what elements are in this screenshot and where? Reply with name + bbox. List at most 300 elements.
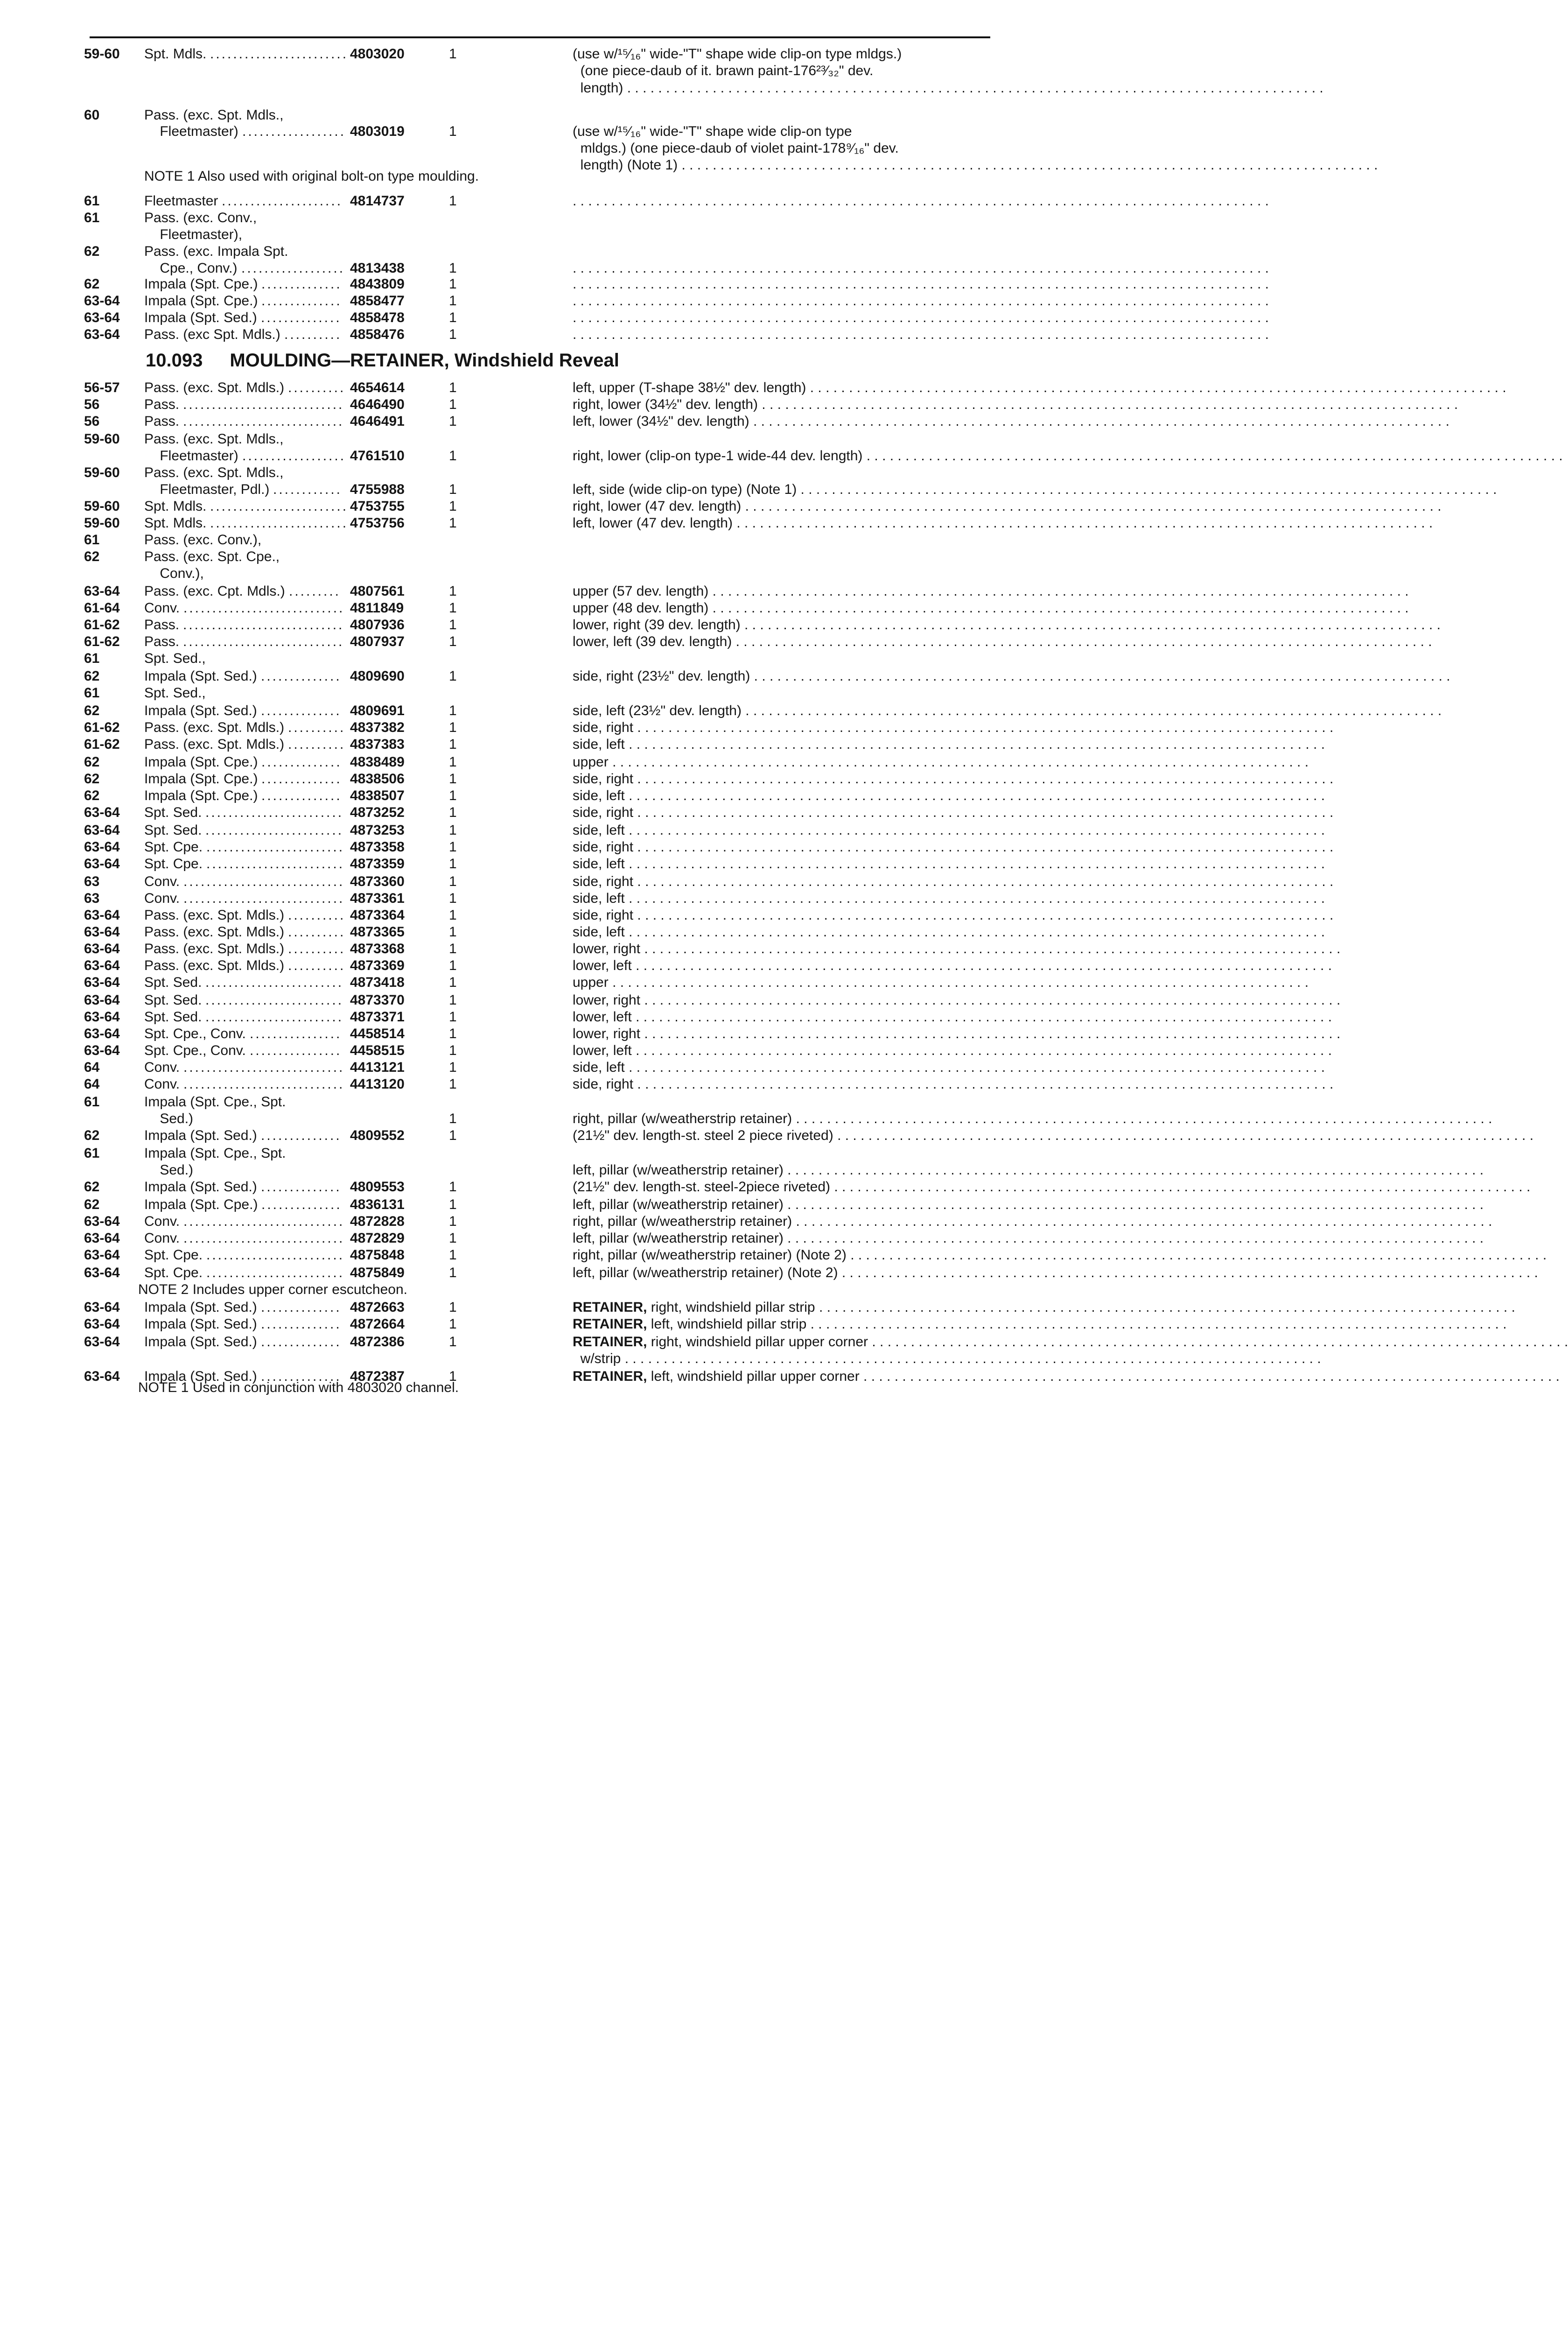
part-description [573, 1299, 1515, 1316]
model-year: 61-62 [84, 720, 120, 735]
dot-leader: ............................ [183, 891, 345, 906]
model-description: Pass. (exc. Spt. Mdls., [144, 431, 284, 447]
model-year: 59-60 [84, 515, 120, 531]
part-description [573, 156, 1378, 174]
description-text: side, left [573, 924, 625, 940]
dot-leader: .............. [261, 1334, 342, 1350]
model-description: Fleetmaster) [144, 124, 238, 139]
dot-leader: ..................... [222, 193, 343, 209]
quantity: 1 [449, 823, 457, 838]
description-text: upper (48 dev. length) [573, 600, 709, 616]
table-row [0, 753, 1309, 771]
model-description: Pass. (exc. Spt. Mlds.) [144, 958, 285, 973]
quantity: 1 [449, 584, 457, 599]
description-dot-leader: . . . . . . . . . . . . . . . . . . . . . . . . . . . . . . . . . . . . . . . . . . . . . . . . . . . . . . . . . . . . . . . . . . . . . . . . . . . . . . . . . . . . . . . . . . [624, 1060, 1325, 1075]
table-row [0, 1127, 1534, 1145]
dot-leader: .............. [261, 788, 342, 803]
model-description: Spt. Cpe., Conv. [144, 1026, 246, 1041]
description-text: lower, right (39 dev. length) [573, 617, 741, 633]
table-row [0, 650, 1180, 668]
table-row [0, 481, 1497, 499]
model-description: Conv. [144, 891, 180, 906]
description-text: left, pillar (w/weatherstrip retainer) (Note 2) [573, 1265, 838, 1280]
description-dot-leader: . . . . . . . . . . . . . . . . . . . . . . . . . . . . . . . . . . . . . . . . . . . . . . . . . . . . . . . . . . . . . . . . . . . . . . . . . . . . . . . . . . . . . . . . . . [783, 1197, 1484, 1212]
model-description: Impala (Spt. Cpe.) [144, 771, 258, 787]
model-year: 61 [84, 210, 100, 225]
part-number: 4807937 [350, 634, 405, 649]
model-year: 62 [84, 1197, 100, 1212]
dot-leader: ........................ [210, 46, 349, 62]
table-row [0, 890, 1325, 907]
description-dot-leader: . . . . . . . . . . . . . . . . . . . . . . . . . . . . . . . . . . . . . . . . . . . . . . . . . . . . . . . . . . . . . . . . . . . . . . . . . . . . . . . . . . . . . . . . . . [640, 992, 1341, 1008]
description-text: mldgs.) (one piece-daub of violet paint-178⁹⁄₁₆" dev. [573, 141, 899, 156]
model-year: 63-64 [84, 839, 120, 855]
part-number: 4843809 [350, 276, 405, 292]
model-description: Sed.) [144, 1162, 194, 1178]
description-text: right, lower (clip-on type-1 wide-44 dev. length) [573, 448, 863, 464]
model-description: Impala (Spt. Sed.) [144, 668, 257, 684]
description-dot-leader: . . . . . . . . . . . . . . . . . . . . . . . . . . . . . . . . . . . . . . . . . . . . . . . . . . . . . . . . . . . . . . . . . . . . . . . . . . . . . . . . . . . . . . . . . . [806, 380, 1506, 395]
dot-leader: .......... [288, 958, 346, 973]
dot-leader: ........................ [205, 1009, 344, 1025]
quantity: 1 [449, 448, 457, 464]
description-dot-leader: . . . . . . . . . . . . . . . . . . . . . . . . . . . . . . . . . . . . . . . . . . . . . . . . . . . . . . . . . . . . . . . . . . . . . . . . . . . . . . . . . . . . . . . . . . [740, 617, 1441, 633]
model-description: Pass. [144, 617, 180, 633]
model-description: Impala (Spt. Sed.) [144, 1179, 257, 1195]
part-description [573, 890, 1325, 907]
table-row [0, 838, 1334, 856]
part-number: 4458514 [350, 1026, 405, 1041]
description-dot-leader: . . . . . . . . . . . . . . . . . . . . . . . . . . . . . . . . . . . . . . . . . . . . . . . . . . . . . . . . . . . . . . . . . . . . . . . . . . . . . . . . . . . . . . . . . . [797, 482, 1497, 497]
description-dot-leader: . . . . . . . . . . . . . . . . . . . . . . . . . . . . . . . . . . . . . . . . . . . . . . . . . . . . . . . . . . . . . . . . . . . . . . . . . . . . . . . . . . . . . . . . . . [573, 193, 1269, 209]
part-number: 4872663 [350, 1300, 405, 1315]
model-year: 63-64 [84, 1009, 120, 1025]
dot-leader: ............................ [183, 1060, 345, 1075]
model-description: Pass. (exc. Spt. Mdls.) [144, 941, 285, 956]
part-number: 4837382 [350, 720, 405, 735]
part-number: 4761510 [350, 448, 405, 464]
table-row [0, 923, 1325, 941]
model-year: 63-64 [84, 823, 120, 838]
table-row [0, 275, 1269, 293]
description-dot-leader: . . . . . . . . . . . . . . . . . . . . . . . . . . . . . . . . . . . . . . . . . . . . . . . . . . . . . . . . . . . . . . . . . . . . . . . . . . . . . . . . . . . . . . . . . . [783, 1230, 1484, 1246]
part-number: 4753755 [350, 499, 405, 514]
dot-leader: ................ [250, 1026, 342, 1041]
description-text: side, right [573, 907, 634, 923]
dot-leader: ........................ [205, 975, 344, 990]
table-row [0, 684, 1180, 702]
table-row [0, 907, 1334, 924]
model-description: Spt. Mdls. [144, 499, 207, 514]
model-year: 61-64 [84, 600, 120, 616]
table-row [0, 599, 1409, 617]
part-description [573, 275, 1269, 293]
description-text: side, right [573, 839, 634, 855]
part-description [573, 1350, 1321, 1368]
description-dot-leader: . . . . . . . . . . . . . . . . . . . . . . . . . . . . . . . . . . . . . . . . . . . . . . . . . . . . . . . . . . . . . . . . . . . . . . . . . . . . . . . . . . . . . . . . . . [741, 499, 1442, 514]
part-number: 4872829 [350, 1230, 405, 1246]
part-description [573, 396, 1458, 414]
model-year: 62 [84, 276, 100, 292]
description-text: upper (57 dev. length) [573, 584, 709, 599]
table-row [0, 140, 1180, 157]
model-year: 63-64 [84, 1214, 120, 1229]
model-description: Spt. Sed., [144, 685, 206, 701]
quantity: 1 [449, 193, 457, 209]
dot-leader: .............. [261, 1197, 342, 1212]
table-row [0, 379, 1506, 397]
dot-leader: .............. [261, 1316, 342, 1332]
part-description [573, 583, 1409, 600]
model-description: Pass. (exc. Spt. Mdls.) [144, 720, 285, 735]
model-year: 63-64 [84, 327, 120, 342]
part-description [573, 1161, 1484, 1179]
model-description: Impala (Spt. Sed.) [144, 1316, 257, 1332]
description-text: (21½" dev. length-st. steel-2piece riveted) [573, 1179, 831, 1195]
part-description [573, 1333, 1568, 1351]
description-dot-leader: . . . . . . . . . . . . . . . . . . . . . . . . . . . . . . . . . . . . . . . . . . . . . . . . . . . . . . . . . . . . . . . . . . . . . . . . . . . . . . . . . . . . . . . . . . [846, 1247, 1547, 1263]
part-description [573, 379, 1506, 397]
table-row [0, 498, 1442, 515]
description-text: right, pillar (w/weatherstrip retainer) (Note 2) [573, 1247, 847, 1263]
model-description: Sed.) [144, 1111, 194, 1126]
part-number: 4646491 [350, 414, 405, 429]
description-dot-leader: . . . . . . . . . . . . . . . . . . . . . . . . . . . . . . . . . . . . . . . . . . . . . . . . . . . . . . . . . . . . . . . . . . . . . . . . . . . . . . . . . . . . . . . . . . [859, 1369, 1560, 1384]
description-text: (use w/¹⁵⁄₁₆" wide-"T" shape wide clip-on type mldgs.) [573, 46, 902, 62]
table-row [0, 1230, 1484, 1247]
part-number: 4873371 [350, 1009, 405, 1025]
description-text: lower, right [573, 1026, 641, 1041]
part-description [573, 633, 1432, 651]
table-row [0, 447, 1563, 465]
quantity: 1 [449, 1334, 457, 1350]
quantity: 1 [449, 941, 457, 956]
dot-leader: ............................ [183, 617, 344, 633]
dot-leader: ........................ [206, 856, 345, 872]
quantity: 1 [449, 397, 457, 412]
model-year: 56-57 [84, 380, 120, 395]
model-year: 62 [84, 668, 100, 684]
quantity: 1 [449, 310, 457, 325]
description-dot-leader: . . . . . . . . . . . . . . . . . . . . . . . . . . . . . . . . . . . . . . . . . . . . . . . . . . . . . . . . . . . . . . . . . . . . . . . . . . . . . . . . . . . . . . . . . . [633, 907, 1334, 923]
part-description [573, 192, 1269, 210]
dot-leader: .............. [261, 1369, 342, 1384]
model-year: 61 [84, 651, 100, 666]
model-description: Spt. Cpe. [144, 856, 203, 872]
part-number: 4809690 [350, 668, 405, 684]
quantity: 1 [449, 600, 457, 616]
description-dot-leader: . . . . . . . . . . . . . . . . . . . . . . . . . . . . . . . . . . . . . . . . . . . . . . . . . . . . . . . . . . . . . . . . . . . . . . . . . . . . . . . . . . . . . . . . . . [624, 737, 1325, 752]
dot-leader: .............. [261, 668, 342, 684]
model-description: Pass. (exc. Spt. Mdls.) [144, 924, 285, 940]
table-row [0, 514, 1433, 532]
part-number: 4873252 [350, 805, 405, 820]
part-description [573, 1264, 1538, 1282]
description-text: upper [573, 754, 609, 770]
model-year: 62 [84, 771, 100, 787]
description-dot-leader: . . . . . . . . . . . . . . . . . . . . . . . . . . . . . . . . . . . . . . . . . . . . . . . . . . . . . . . . . . . . . . . . . . . . . . . . . . . . . . . . . . . . . . . . . . [623, 80, 1323, 96]
description-dot-leader: . . . . . . . . . . . . . . . . . . . . . . . . . . . . . . . . . . . . . . . . . . . . . . . . . . . . . . . . . . . . . . . . . . . . . . . . . . . . . . . . . . . . . . . . . . [749, 414, 1449, 429]
table-row [0, 396, 1458, 414]
model-year: 63-64 [84, 1265, 120, 1280]
part-number: 4838506 [350, 771, 405, 787]
table-row [0, 957, 1332, 975]
dot-leader: .......... [288, 907, 346, 923]
table-row [0, 855, 1325, 873]
dot-leader: ............................ [183, 414, 344, 429]
part-description [573, 940, 1341, 958]
model-year: 62 [84, 1128, 100, 1143]
dot-leader: ........................ [205, 992, 344, 1008]
table-row [0, 787, 1325, 805]
part-number: 4858478 [350, 310, 405, 325]
model-description: Impala (Spt. Cpe.) [144, 788, 258, 803]
dot-leader: .............. [261, 310, 342, 325]
table-row [0, 45, 1180, 63]
part-description [573, 1315, 1507, 1333]
quantity: 1 [449, 276, 457, 292]
table-row [0, 822, 1325, 839]
part-number: 4646490 [350, 397, 405, 412]
part-description [573, 447, 1563, 465]
description-text: left, upper (T-shape 38½" dev. length) [573, 380, 806, 395]
part-description [573, 413, 1449, 430]
description-dot-leader: . . . . . . . . . . . . . . . . . . . . . . . . . . . . . . . . . . . . . . . . . . . . . . . . . . . . . . . . . . . . . . . . . . . . . . . . . . . . . . . . . . . . . . . . . . [631, 1043, 1332, 1058]
dot-leader: ......... [289, 584, 341, 599]
quantity: 1 [449, 754, 457, 770]
quantity: 1 [449, 1265, 457, 1280]
description-dot-leader: . . . . . . . . . . . . . . . . . . . . . . . . . . . . . . . . . . . . . . . . . . . . . . . . . . . . . . . . . . . . . . . . . . . . . . . . . . . . . . . . . . . . . . . . . . [631, 1009, 1332, 1025]
description-dot-leader: . . . . . . . . . . . . . . . . . . . . . . . . . . . . . . . . . . . . . . . . . . . . . . . . . . . . . . . . . . . . . . . . . . . . . . . . . . . . . . . . . . . . . . . . . . [708, 584, 1409, 599]
model-year: 61 [84, 685, 100, 701]
model-year: 63-64 [84, 1043, 120, 1058]
dot-leader: ............................ [183, 600, 345, 616]
dot-leader: .............. [261, 754, 342, 770]
description-dot-leader: . . . . . . . . . . . . . . . . . . . . . . . . . . . . . . . . . . . . . . . . . . . . . . . . . . . . . . . . . . . . . . . . . . . . . . . . . . . . . . . . . . . . . . . . . . [838, 1265, 1538, 1280]
table-row [0, 292, 1269, 310]
model-year: 63-64 [84, 924, 120, 940]
model-description: Impala (Spt. Sed.) [144, 310, 257, 325]
description-text: length) [573, 80, 623, 96]
model-year: 61-62 [84, 737, 120, 752]
quantity: 1 [449, 1214, 457, 1229]
dot-leader: ............................ [183, 1214, 345, 1229]
model-description: Spt. Sed. [144, 805, 202, 820]
table-row [0, 1110, 1492, 1128]
table-row [0, 633, 1432, 651]
table-row [0, 804, 1334, 822]
dot-leader: ........................ [206, 839, 345, 855]
section-heading [146, 349, 619, 372]
part-number: 4872386 [350, 1334, 405, 1350]
description-text: left, side (wide clip-on type) (Note 1) [573, 482, 797, 497]
model-year: 63-64 [84, 941, 120, 956]
table-row [0, 106, 1180, 124]
model-description: Cpe., Conv.) [144, 260, 238, 276]
description-text: lower, right [573, 941, 641, 956]
description-dot-leader: . . . . . . . . . . . . . . . . . . . . . . . . . . . . . . . . . . . . . . . . . . . . . . . . . . . . . . . . . . . . . . . . . . . . . . . . . . . . . . . . . . . . . . . . . . [624, 924, 1325, 940]
part-description [573, 79, 1323, 97]
description-dot-leader: . . . . . . . . . . . . . . . . . . . . . . . . . . . . . . . . . . . . . . . . . . . . . . . . . . . . . . . . . . . . . . . . . . . . . . . . . . . . . . . . . . . . . . . . . . [815, 1300, 1515, 1315]
description-dot-leader: . . . . . . . . . . . . . . . . . . . . . . . . . . . . . . . . . . . . . . . . . . . . . . . . . . . . . . . . . . . . . . . . . . . . . . . . . . . . . . . . . . . . . . . . . . [573, 310, 1269, 325]
dot-leader: .................. [241, 260, 345, 276]
part-description [573, 498, 1442, 515]
quantity: 1 [449, 703, 457, 718]
part-number: 4803019 [350, 124, 405, 139]
description-text: side, right [573, 874, 634, 889]
quantity: 1 [449, 1369, 457, 1384]
table-row [0, 770, 1334, 788]
dot-leader: .......... [288, 737, 346, 752]
part-description [573, 599, 1409, 617]
description-text: lower, left [573, 1009, 632, 1025]
description-dot-leader: . . . . . . . . . . . . . . . . . . . . . . . . . . . . . . . . . . . . . . . . . . . . . . . . . . . . . . . . . . . . . . . . . . . . . . . . . . . . . . . . . . . . . . . . . . [573, 260, 1269, 276]
description-text: right, windshield pillar upper corner [647, 1334, 868, 1350]
quantity: 1 [449, 124, 457, 139]
dot-leader: .............. [261, 276, 342, 292]
quantity: 1 [449, 1128, 457, 1143]
description-keyword: RETAINER, [573, 1369, 647, 1384]
table-row [0, 548, 1180, 566]
model-year: 63 [84, 874, 100, 889]
model-year: 60 [84, 107, 100, 123]
model-year: 63-64 [84, 584, 120, 599]
dot-leader: ............ [273, 482, 343, 497]
part-description [573, 753, 1309, 771]
model-year: 63-64 [84, 1230, 120, 1246]
part-number: 4836131 [350, 1197, 405, 1212]
model-description: Conv. [144, 874, 180, 889]
model-description: Pass. [144, 634, 180, 649]
quantity: 1 [449, 668, 457, 684]
description-dot-leader: . . . . . . . . . . . . . . . . . . . . . . . . . . . . . . . . . . . . . . . . . . . . . . . . . . . . . . . . . . . . . . . . . . . . . . . . . . . . . . . . . . . . . . . . . . [833, 1128, 1534, 1143]
description-dot-leader: . . . . . . . . . . . . . . . . . . . . . . . . . . . . . . . . . . . . . . . . . . . . . . . . . . . . . . . . . . . . . . . . . . . . . . . . . . . . . . . . . . . . . . . . . . [640, 941, 1341, 956]
part-number: 4809553 [350, 1179, 405, 1195]
table-row [0, 668, 1450, 685]
part-number: 4413121 [350, 1060, 405, 1075]
description-dot-leader: . . . . . . . . . . . . . . . . . . . . . . . . . . . . . . . . . . . . . . . . . . . . . . . . . . . . . . . . . . . . . . . . . . . . . . . . . . . . . . . . . . . . . . . . . . [806, 1316, 1507, 1332]
quantity: 1 [449, 1230, 457, 1246]
table-row [0, 79, 1323, 97]
description-text: right, lower (47 dev. length) [573, 499, 742, 514]
quantity: 1 [449, 617, 457, 633]
part-number: 4753756 [350, 515, 405, 531]
model-description: Pass. (exc. Spt. Mdls., [144, 465, 284, 480]
dot-leader: .............. [261, 293, 342, 309]
description-text: side, left (23½" dev. length) [573, 703, 742, 718]
part-number: 4837383 [350, 737, 405, 752]
model-year: 56 [84, 414, 100, 429]
model-description: Pass. (exc. Impala Spt. [144, 244, 288, 259]
part-description [573, 1076, 1334, 1093]
section-title: MOULDING—RETAINER, Windshield Reveal [230, 350, 619, 371]
model-description: Spt. Sed., [144, 651, 206, 666]
quantity: 1 [449, 958, 457, 973]
description-text: lower, left [573, 1043, 632, 1058]
part-number: 4873253 [350, 823, 405, 838]
quantity: 1 [449, 1026, 457, 1041]
table-row [0, 873, 1334, 891]
table-row [0, 1333, 1568, 1351]
dot-leader: .......... [288, 720, 346, 735]
model-year: 61 [84, 532, 100, 548]
model-year: 63-64 [84, 310, 120, 325]
page-footer [0, 1419, 1180, 1475]
model-description: Conv. [144, 1230, 180, 1246]
description-text: side, left [573, 823, 625, 838]
model-description: Spt. Sed. [144, 975, 202, 990]
description-text: left, windshield pillar upper corner [647, 1369, 860, 1384]
model-description: Fleetmaster), [144, 227, 243, 242]
part-description [573, 260, 1269, 277]
description-dot-leader: . . . . . . . . . . . . . . . . . . . . . . . . . . . . . . . . . . . . . . . . . . . . . . . . . . . . . . . . . . . . . . . . . . . . . . . . . . . . . . . . . . . . . . . . . . [678, 157, 1378, 173]
model-description: Impala (Spt. Sed.) [144, 703, 257, 718]
part-description [573, 804, 1334, 822]
part-description [573, 123, 986, 141]
model-description: Conv. [144, 1060, 180, 1075]
table-row [0, 156, 1378, 174]
description-dot-leader: . . . . . . . . . . . . . . . . . . . . . . . . . . . . . . . . . . . . . . . . . . . . . . . . . . . . . . . . . . . . . . . . . . . . . . . . . . . . . . . . . . . . . . . . . . [624, 788, 1325, 803]
table-row [0, 1178, 1531, 1196]
model-description: Impala (Spt. Cpe., Spt. [144, 1094, 286, 1110]
part-number: 4873368 [350, 941, 405, 956]
part-number: 4807936 [350, 617, 405, 633]
table-row [0, 1093, 1180, 1111]
description-text: side, right [573, 771, 634, 787]
part-description [573, 1127, 1534, 1145]
part-number: 4838507 [350, 788, 405, 803]
model-description: Conv. [144, 600, 180, 616]
description-dot-leader: . . . . . . . . . . . . . . . . . . . . . . . . . . . . . . . . . . . . . . . . . . . . . . . . . . . . . . . . . . . . . . . . . . . . . . . . . . . . . . . . . . . . . . . . . . [792, 1214, 1492, 1229]
part-number: 4809691 [350, 703, 405, 718]
description-dot-leader: . . . . . . . . . . . . . . . . . . . . . . . . . . . . . . . . . . . . . . . . . . . . . . . . . . . . . . . . . . . . . . . . . . . . . . . . . . . . . . . . . . . . . . . . . . [633, 720, 1334, 735]
model-description: Impala (Spt. Sed.) [144, 1369, 257, 1384]
dot-leader: ........................ [206, 1247, 345, 1263]
description-text: lower, left (39 dev. length) [573, 634, 732, 649]
quantity: 1 [449, 482, 457, 497]
part-number: 4872664 [350, 1316, 405, 1332]
quantity: 1 [449, 293, 457, 309]
part-description [573, 838, 1334, 856]
table-row [0, 583, 1409, 600]
table-row [0, 1025, 1341, 1043]
table-row [0, 1059, 1325, 1076]
model-year: 63-64 [84, 293, 120, 309]
model-description: Fleetmaster, Pdl.) [144, 482, 270, 497]
table-row [0, 616, 1441, 634]
model-description: Conv.), [144, 566, 204, 581]
dot-leader: ........................ [205, 805, 344, 820]
model-description: Conv. [144, 1076, 180, 1092]
quantity: 1 [449, 907, 457, 923]
description-text: (use w/¹⁵⁄₁₆" wide-"T" shape wide clip-on type [573, 124, 852, 139]
model-year: 64 [84, 1076, 100, 1092]
description-text: side, right [573, 720, 634, 735]
part-description [573, 668, 1450, 685]
part-description [573, 907, 1334, 924]
quantity: 1 [449, 839, 457, 855]
part-description [573, 45, 986, 63]
table-row [0, 1213, 1492, 1230]
part-description [573, 1230, 1484, 1247]
description-dot-leader: . . . . . . . . . . . . . . . . . . . . . . . . . . . . . . . . . . . . . . . . . . . . . . . . . . . . . . . . . . . . . . . . . . . . . . . . . . . . . . . . . . . . . . . . . . [633, 839, 1334, 855]
description-dot-leader: . . . . . . . . . . . . . . . . . . . . . . . . . . . . . . . . . . . . . . . . . . . . . . . . . . . . . . . . . . . . . . . . . . . . . . . . . . . . . . . . . . . . . . . . . . [633, 771, 1334, 787]
description-dot-leader: . . . . . . . . . . . . . . . . . . . . . . . . . . . . . . . . . . . . . . . . . . . . . . . . . . . . . . . . . . . . . . . . . . . . . . . . . . . . . . . . . . . . . . . . . . [633, 1076, 1334, 1092]
dot-leader: .......... [288, 380, 346, 395]
quantity: 1 [449, 737, 457, 752]
part-number: 4458515 [350, 1043, 405, 1058]
dot-leader: .................. [242, 448, 346, 464]
